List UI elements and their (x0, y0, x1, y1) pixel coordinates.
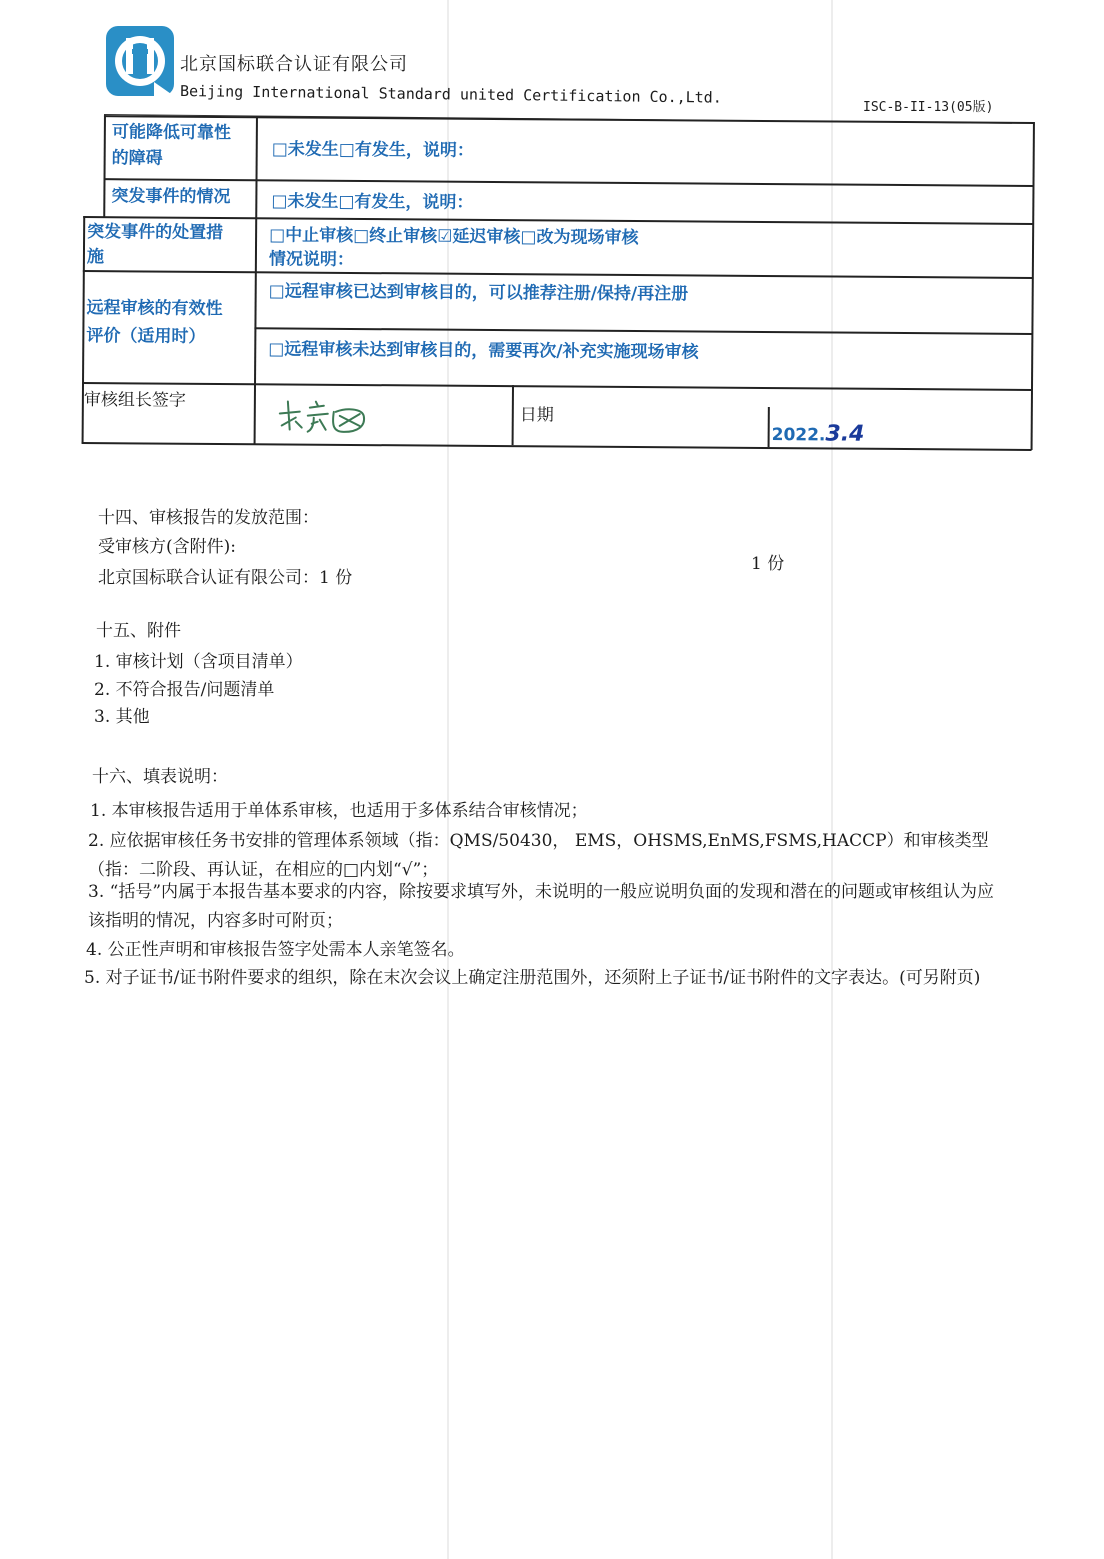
instruction-item: 2. 应依据审核任务书安排的管理体系领域（指：QMS/50430， EMS，OHSMS,EnMS,FSMS,HACCP）和审核类型（指：二阶段、再认证，在相应的□内划“√”； (88, 831, 989, 880)
review-form-table (81, 112, 1034, 479)
section14-title: 十四、审核报告的发放范围： (98, 508, 319, 528)
instruction-item: 1. 本审核报告适用于单体系审核，也适用于多体系结合审核情况； (90, 801, 588, 821)
row-label-remote-effectiveness-cont: 评价（适用时） (86, 326, 206, 347)
signature-label: 审核组长签字 (83, 390, 186, 411)
row-label-emergency-measures-cont: 施 (86, 247, 105, 268)
attachment-item: 3. 其他 (94, 707, 150, 727)
company-name-en: Beijing International Standard united Certification Co.,Ltd. (179, 82, 722, 107)
date-value[interactable] (772, 421, 865, 447)
row-content-emergency-measures[interactable]: □中止审核□终止审核☑延迟审核□改为现场审核 (269, 225, 639, 249)
row-content-emergency-measures-note: 情况说明： (268, 249, 354, 270)
row-label-reliability-obstacle-cont: 的障碍 (111, 148, 163, 169)
section14-auditee-count: 1 份 (751, 554, 785, 574)
company-name-cn: 北京国标联合认证有限公司 (180, 54, 408, 75)
date-label: 日期 (519, 405, 554, 426)
date-printed: 2022. (771, 425, 826, 446)
section16-title: 十六、填表说明： (92, 767, 228, 787)
row-label-reliability-obstacle: 可能降低可靠性 (111, 122, 231, 144)
section14-recipient-company: 北京国标联合认证有限公司：1 份 (98, 568, 353, 588)
attachment-item: 1. 审核计划（含项目清单） (94, 652, 303, 672)
handwritten-signature (274, 395, 370, 440)
section15-title: 十五、附件 (96, 621, 181, 641)
date-handwritten: 3.4 (825, 421, 865, 447)
row-content-remote-not-achieved[interactable]: □远程审核未达到审核目的，需要再次/补充实施现场审核 (268, 339, 699, 363)
company-logo (104, 24, 176, 98)
row-label-remote-effectiveness: 远程审核的有效性 (86, 298, 223, 320)
instruction-item: 5. 对子证书/证书附件要求的组织，除在末次会议上确定注册范围外，还须附上子证书/证书附件的文字表达。(可另附页) (84, 968, 981, 988)
document-code: ISC-B-II-13(05版) (863, 100, 994, 115)
row-content-remote-achieved[interactable]: □远程审核已达到审核目的，可以推荐注册/保持/再注册 (268, 281, 689, 305)
attachment-item: 2. 不符合报告/问题清单 (94, 680, 275, 700)
instruction-item: 3. “括号”内属于本报告基本要求的内容，除按要求填写外，未说明的一般应说明负面的发现和潜在的问题或审核组认为应该指明的情况，内容多时可附页； (88, 882, 995, 931)
section14-recipient-auditee: 受审核方(含附件): (98, 537, 236, 557)
row-content-reliability-obstacle[interactable]: □未发生□有发生，说明： (271, 139, 474, 161)
instruction-item: 4. 公正性声明和审核报告签字处需本人亲笔签名。 (86, 940, 465, 960)
row-content-emergency-situation[interactable]: □未发生□有发生，说明： (271, 191, 474, 213)
row-label-emergency-measures: 突发事件的处置措 (87, 222, 224, 244)
row-label-emergency-situation: 突发事件的情况 (111, 186, 231, 208)
